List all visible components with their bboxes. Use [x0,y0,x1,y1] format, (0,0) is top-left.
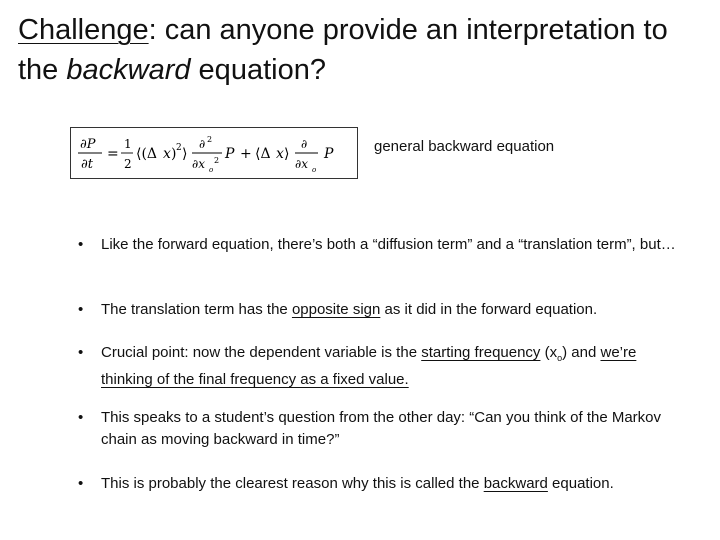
svg-text:): ) [171,146,177,162]
svg-text:∂x: ∂x [192,157,205,171]
svg-text:∂x: ∂x [295,157,308,171]
bullet-text-part: This is probably the clearest reason why this is called the [101,475,484,492]
underlined-text: opposite sign [291,301,381,318]
svg-text:1: 1 [124,137,132,151]
underlined-text: backward [483,475,548,492]
svg-text:⟩: ⟩ [182,146,188,162]
bullet-text [101,342,678,391]
bullet-text [101,299,678,321]
bullet-text-part: as it did in the forward equation. [380,301,598,318]
underlined-text: we’re thinking of the final frequency as a fixed value. [101,344,637,388]
svg-text:∂P: ∂P [80,137,96,152]
backward-equation-formula [74,130,354,176]
bullet-text [101,473,678,495]
svg-text:∂: ∂ [301,137,308,151]
svg-text:=: = [107,146,119,162]
bullet-text: This speaks to a student’s question from the other day: “Can you think of the Markov chain as moving backward in time?” [101,409,662,448]
bullet-dot: • [78,475,84,492]
bullet-item [78,234,678,256]
bullet-item [78,473,678,495]
title-question: : can anyone provide an interpretation to the [18,14,668,86]
svg-text:+: + [240,146,252,162]
bullet-dot: • [78,409,84,426]
title-backward: backward [66,54,191,86]
equation-caption: general backward equation [374,138,555,155]
svg-text:P: P [324,146,334,162]
bullet-text-part: equation. [547,475,614,492]
svg-text:2: 2 [124,157,132,171]
title-end: equation? [190,54,326,86]
svg-text:∂t: ∂t [81,157,93,172]
title-challenge: Challenge [18,14,149,46]
bullet-text-part: Crucial point: now the dependent variable is the [101,344,422,361]
svg-text:2: 2 [207,135,213,144]
subscript: o [557,353,563,363]
bullet-text: Like the forward equation, there’s both a “diffusion term” and a “translation term”, but… [101,236,676,253]
bullet-dot: • [78,301,84,318]
svg-text:⟨Δ: ⟨Δ [255,146,271,162]
bullet-text-part: ) and [562,344,601,361]
bullet-dot: • [78,236,84,253]
svg-text:2: 2 [176,143,182,153]
svg-text:∂: ∂ [199,137,206,151]
svg-text:o: o [312,166,317,174]
slide-title [18,10,708,90]
svg-text:o: o [209,166,214,174]
svg-text:x: x [163,146,171,162]
bullet-item [78,299,678,321]
bullet-text-part: (x [540,344,558,361]
bullet-item [78,342,678,391]
svg-text:⟨(Δ: ⟨(Δ [136,146,158,162]
bullet-text-part: The translation term has the [101,301,292,318]
svg-text:x: x [276,146,284,162]
svg-text:P: P [225,146,235,162]
svg-text:⟩: ⟩ [284,146,290,162]
bullet-item [78,407,678,451]
bullet-dot: • [78,344,84,361]
svg-text:2: 2 [214,156,220,165]
backward-equation [70,127,358,179]
underlined-text: starting frequency [421,344,541,361]
